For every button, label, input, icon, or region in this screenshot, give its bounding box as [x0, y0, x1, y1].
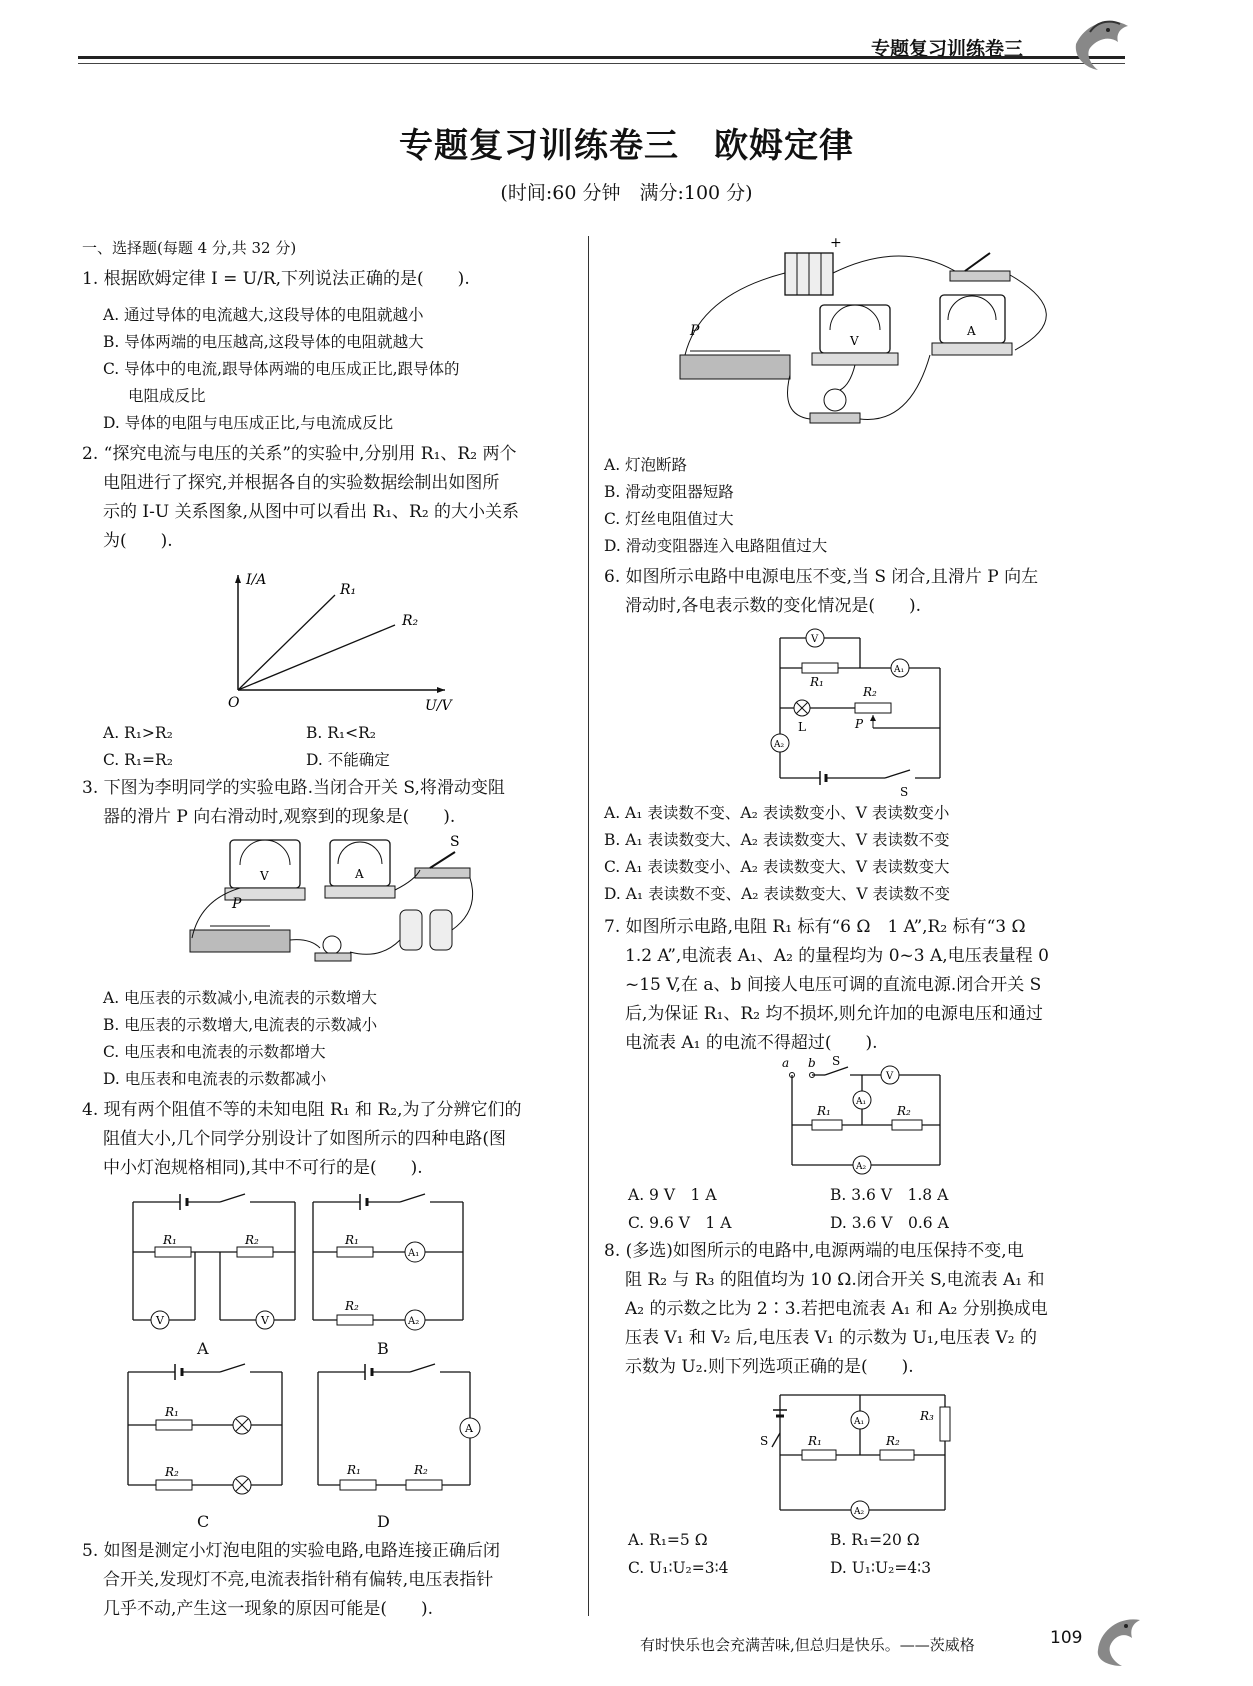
q6-lamp-label: L [798, 720, 806, 734]
r1-label-c: R₁ [165, 1405, 179, 1419]
r1-label-b: R₁ [345, 1233, 359, 1247]
question-5-stem-2: 合开关,发现灯不亮,电流表指针稍有偏转,电压表指针 [103, 1570, 494, 1590]
page-title: 专题复习训练卷三 欧姆定律 [399, 126, 854, 166]
q2-option-b[interactable]: B. R₁<R₂ [306, 724, 376, 742]
q6-option-a[interactable]: A. A₁ 表读数不变、A₂ 表读数变小、V 表读数变小 [604, 804, 950, 822]
question-2-stem-2: 电阻进行了探究,并根据各自的实验数据绘制出如图所 [103, 473, 500, 493]
question-6-stem-1: 6. 如图所示电路中电源电压不变,当 S 闭合,且滑片 P 向左 [604, 567, 1039, 587]
q6-option-c[interactable]: C. A₁ 表读数变小、A₂ 表读数变大、V 表读数变大 [604, 858, 950, 876]
q7-option-a[interactable]: A. 9 V 1 A [628, 1186, 717, 1204]
circuit-c-label: C [197, 1512, 210, 1531]
q4-circuit-d [310, 1360, 485, 1510]
q7-ammeter-a2: A₂ [856, 1162, 867, 1172]
r2-label-c: R₂ [165, 1465, 179, 1479]
q6-voltmeter: V [811, 634, 819, 645]
question-3-stem-2: 器的滑片 P 向右滑动时,观察到的现象是( ). [103, 807, 456, 827]
q7-voltmeter: V [886, 1071, 894, 1082]
r1-label-d: R₁ [347, 1463, 361, 1477]
q8-option-d[interactable]: D. U₁∶U₂=4∶3 [830, 1559, 932, 1577]
question-8-stem-3: A₂ 的示数之比为 2∶3.若把电流表 A₁ 和 A₂ 分别换成电 [625, 1299, 1048, 1319]
q8-circuit [760, 1385, 960, 1525]
ammeter-d: A [465, 1422, 473, 1435]
question-1-stem: 1. 根据欧姆定律 I = U/R,下列说法正确的是( ). [82, 269, 470, 289]
q7-terminal-b: b [808, 1056, 816, 1070]
q3-option-b[interactable]: B. 电压表的示数增大,电流表的示数减小 [103, 1016, 378, 1034]
dolphin-footer-icon [1090, 1610, 1150, 1670]
q6-option-d[interactable]: D. A₁ 表读数不变、A₂ 表读数变大、V 表读数不变 [604, 885, 951, 903]
voltmeter-2: V [261, 1314, 269, 1327]
q3-apparatus-figure [180, 830, 510, 980]
q5-ammeter-label: A [967, 324, 976, 338]
q3-option-a[interactable]: A. 电压表的示数减小,电流表的示数增大 [103, 989, 377, 1007]
header-rule-thin [78, 63, 1125, 64]
page-subtitle: (时间:60 分钟 满分:100 分) [500, 182, 753, 204]
circuit-d-label: D [377, 1512, 390, 1531]
dolphin-logo [1068, 14, 1138, 76]
question-4-stem-1: 4. 现有两个阻值不等的未知电阻 R₁ 和 R₂,为了分辨它们的 [82, 1100, 522, 1120]
question-2-stem-1: 2. “探究电流与电压的关系”的实验中,分别用 R₁、R₂ 两个 [82, 444, 517, 464]
question-2-stem-4: 为( ). [103, 531, 173, 551]
q8-r1-label: R₁ [808, 1434, 822, 1448]
q4-circuit-b [305, 1190, 475, 1340]
q6-ammeter-a1: A₁ [894, 665, 905, 675]
q8-ammeter-a1: A₁ [854, 1417, 865, 1427]
circuit-b-label: B [377, 1339, 389, 1358]
slider-label: P [232, 896, 242, 912]
q5-option-b[interactable]: B. 滑动变阻器短路 [604, 483, 734, 501]
running-title: 专题复习训练卷三 [870, 38, 1023, 60]
r2-label: R₂ [245, 1233, 259, 1247]
q7-circuit [770, 1055, 950, 1175]
iu-graph [220, 570, 460, 714]
q6-switch-label: S [900, 785, 909, 799]
switch-label: S [450, 834, 460, 850]
section-heading: 一、选择题(每题 4 分,共 32 分) [82, 239, 297, 257]
q1-option-a[interactable]: A. 通过导体的电流越大,这段导体的电阻就越小 [103, 306, 424, 324]
q8-option-a[interactable]: A. R₁=5 Ω [628, 1531, 708, 1549]
ammeter-a2-b: A₂ [408, 1316, 420, 1327]
q6-circuit [760, 628, 960, 798]
graph-x-label: U/V [425, 698, 452, 714]
q8-ammeter-a2: A₂ [854, 1507, 865, 1517]
question-7-stem-2: 1.2 A”,电流表 A₁、A₂ 的量程均为 0~3 A,电压表量程 0 [625, 946, 1049, 966]
q5-voltmeter-label: V [850, 334, 859, 348]
question-5-stem-1: 5. 如图是测定小灯泡电阻的实验电路,电路连接正确后闭 [82, 1541, 501, 1561]
q4-circuit-c [120, 1360, 295, 1510]
question-4-stem-3: 中小灯泡规格相同),其中不可行的是( ). [103, 1158, 423, 1178]
q7-option-d[interactable]: D. 3.6 V 0.6 A [830, 1214, 949, 1232]
q1-option-c-cont[interactable]: 电阻成反比 [128, 387, 206, 405]
question-3-stem-1: 3. 下图为李明同学的实验电路.当闭合开关 S,将滑动变阻 [82, 778, 505, 798]
q2-option-a[interactable]: A. R₁>R₂ [103, 724, 173, 742]
question-2-stem-3: 示的 I-U 关系图象,从图中可以看出 R₁、R₂ 的大小关系 [103, 502, 520, 522]
q1-option-d[interactable]: D. 导体的电阻与电压成正比,与电流成反比 [103, 414, 394, 432]
q3-option-d[interactable]: D. 电压表和电流表的示数都减小 [103, 1070, 327, 1088]
question-4-stem-2: 阻值大小,几个同学分别设计了如图所示的四种电路(图 [103, 1129, 507, 1149]
q7-switch-label: S [832, 1054, 841, 1068]
question-8-stem-2: 阻 R₂ 与 R₃ 的阻值均为 10 Ω.闭合开关 S,电流表 A₁ 和 [625, 1270, 1045, 1290]
q5-option-c[interactable]: C. 灯丝电阻值过大 [604, 510, 734, 528]
voltmeter-label: V [260, 869, 269, 883]
q8-switch-label: S [760, 1434, 769, 1448]
q7-terminal-a: a [782, 1056, 790, 1070]
footer-quote: 有时快乐也会充满苦味,但总归是快乐。——茨威格 [640, 1636, 975, 1654]
question-8-stem-1: 8. (多选)如图所示的电路中,电源两端的电压保持不变,电 [604, 1241, 1024, 1261]
battery-plus: + [830, 235, 842, 251]
graph-origin: O [228, 695, 240, 711]
q1-option-b[interactable]: B. 导体两端的电压越高,这段导体的电阻就越大 [103, 333, 424, 351]
question-7-stem-3: ~15 V,在 a、b 间接人电压可调的直流电源.闭合开关 S [625, 975, 1042, 995]
q3-option-c[interactable]: C. 电压表和电流表的示数都增大 [103, 1043, 326, 1061]
ammeter-a1-b: A₁ [408, 1248, 420, 1259]
q7-r2-label: R₂ [897, 1104, 911, 1118]
question-7-stem-5: 电流表 A₁ 的电流不得超过( ). [625, 1033, 878, 1053]
ammeter-label: A [355, 867, 364, 881]
q7-option-b[interactable]: B. 3.6 V 1.8 A [830, 1186, 949, 1204]
page-number: 109 [1050, 1628, 1083, 1648]
q6-r1-label: R₁ [810, 675, 824, 689]
r2-label-d: R₂ [414, 1463, 428, 1477]
q8-r2-label: R₂ [886, 1434, 900, 1448]
q6-slider-label: P [855, 717, 864, 731]
q6-r2-label: R₂ [863, 685, 877, 699]
q5-slider-label: P [690, 323, 700, 339]
question-8-stem-5: 示数为 U₂.则下列选项正确的是( ). [625, 1357, 914, 1377]
voltmeter-1: V [156, 1314, 164, 1327]
graph-y-label: I/A [246, 572, 267, 588]
q7-r1-label: R₁ [817, 1104, 831, 1118]
q8-r3-label: R₃ [920, 1409, 934, 1423]
q1-option-c[interactable]: C. 导体中的电流,跟导体两端的电压成正比,跟导体的 [103, 360, 460, 378]
header-rule [78, 56, 1125, 59]
q5-option-a[interactable]: A. 灯泡断路 [604, 456, 688, 474]
column-divider [588, 236, 589, 1616]
circuit-a-label: A [197, 1339, 209, 1358]
r1-label: R₁ [163, 1233, 177, 1247]
q2-option-d[interactable]: D. 不能确定 [306, 751, 390, 769]
q8-option-c[interactable]: C. U₁∶U₂=3∶4 [628, 1559, 729, 1577]
q6-option-b[interactable]: B. A₁ 表读数变大、A₂ 表读数变大、V 表读数不变 [604, 831, 950, 849]
q7-ammeter-a1: A₁ [856, 1097, 867, 1107]
q4-circuit-a [125, 1190, 305, 1340]
graph-line-r2: R₂ [402, 613, 419, 629]
q5-apparatus-figure [680, 235, 1080, 455]
question-8-stem-4: 压表 V₁ 和 V₂ 后,电压表 V₁ 的示数为 U₁,电压表 V₂ 的 [625, 1328, 1037, 1348]
question-7-stem-1: 7. 如图所示电路,电阻 R₁ 标有“6 Ω 1 A”,R₂ 标有“3 Ω [604, 917, 1026, 937]
q6-ammeter-a2: A₂ [774, 740, 785, 750]
question-7-stem-4: 后,为保证 R₁、R₂ 均不损坏,则允许加的电源电压和通过 [625, 1004, 1043, 1024]
q7-option-c[interactable]: C. 9.6 V 1 A [628, 1214, 732, 1232]
r2-label-b: R₂ [345, 1299, 359, 1313]
question-6-stem-2: 滑动时,各电表示数的变化情况是( ). [625, 596, 922, 616]
question-5-stem-3: 几乎不动,产生这一现象的原因可能是( ). [103, 1599, 434, 1619]
q5-option-d[interactable]: D. 滑动变阻器连入电路阻值过大 [604, 537, 828, 555]
q2-option-c[interactable]: C. R₁=R₂ [103, 751, 173, 769]
q8-option-b[interactable]: B. R₁=20 Ω [830, 1531, 920, 1549]
graph-line-r1: R₁ [340, 582, 357, 598]
